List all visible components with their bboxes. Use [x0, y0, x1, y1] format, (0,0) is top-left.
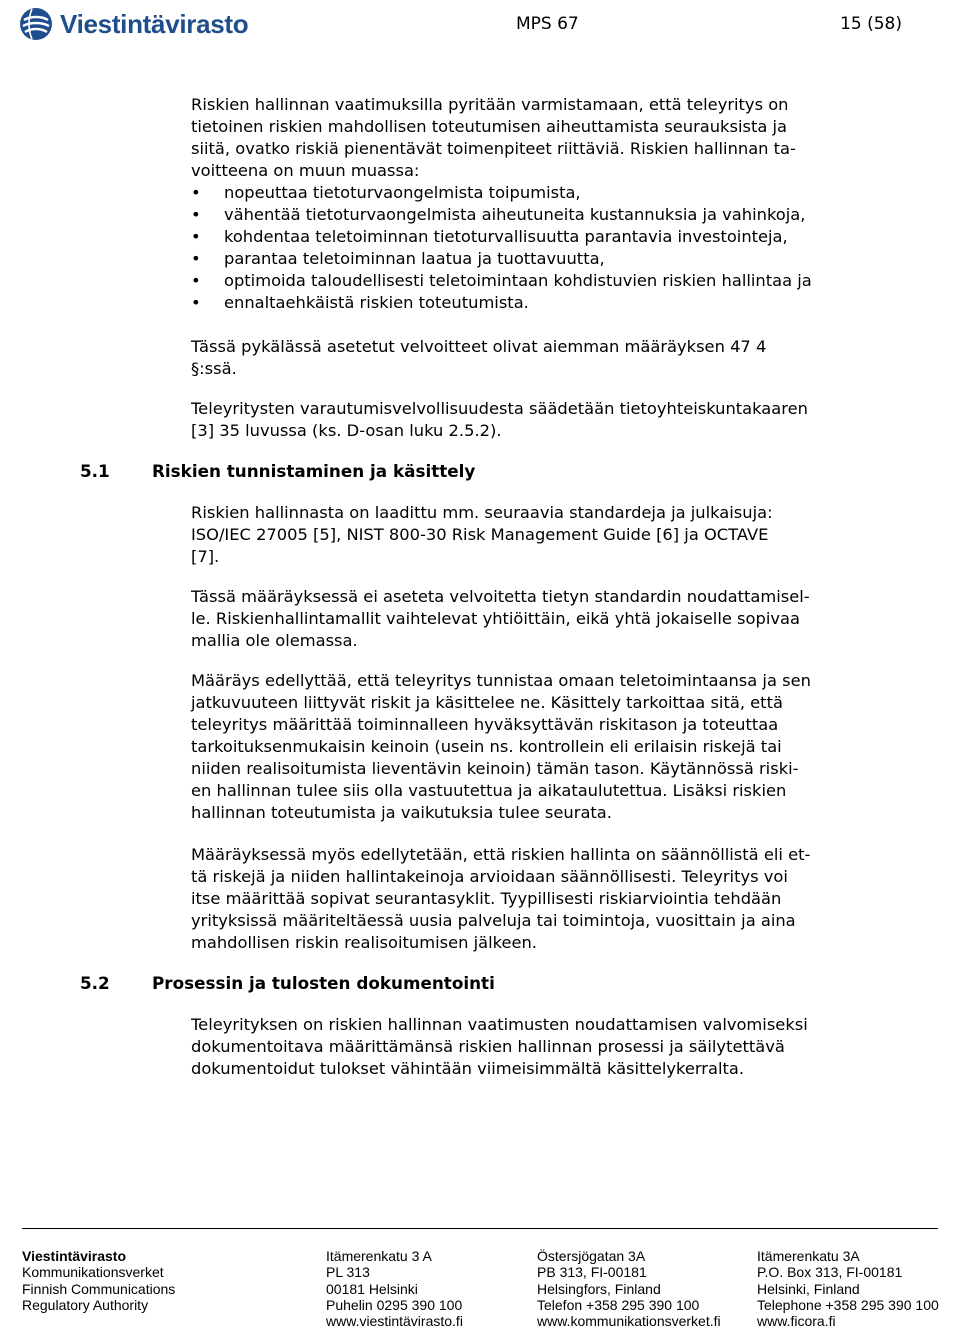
footer-link[interactable]: www.viestintävirasto.fi	[326, 1313, 463, 1330]
footer-line: PL 313	[326, 1264, 370, 1281]
footer-link[interactable]: www.ficora.fi	[757, 1313, 836, 1330]
identify-paragraph	[191, 670, 891, 824]
text-line: teleyritys määrittää toiminnalleen hyväksyttävän riskitason ja toteuttaa	[191, 715, 779, 734]
list-item: • nopeuttaa tietoturvaongelmista toipumista,	[191, 182, 891, 204]
text-line: tarkoituksenmukaisin keinoin (usein ns. kontrollein eli erilaisin riskejä tai	[191, 737, 782, 756]
footer-line: 00181 Helsinki	[326, 1280, 418, 1297]
footer-line: P.O. Box 313, FI-00181	[757, 1264, 903, 1281]
list-item: • ennaltaehkäistä riskien toteutumista.	[191, 292, 891, 314]
footer-line: Telefon +358 295 390 100	[537, 1296, 700, 1313]
section-number: 5.1	[80, 461, 110, 481]
text-line: Tässä määräyksessä ei aseteta velvoitetta tietyn standardin noudattamisel-	[191, 587, 810, 606]
text-line: yrityksissä määriteltäessä uusia palveluja tai toimintoja, vuosittain ja aina	[191, 911, 796, 930]
section-title: Riskien tunnistaminen ja käsittely	[152, 461, 476, 481]
document-paragraph	[191, 1014, 891, 1080]
text-line: Riskien hallinnan vaatimuksilla pyritään varmistamaan, että teleyritys on	[191, 95, 789, 114]
footer-divider	[22, 1228, 938, 1229]
text-line: le. Riskienhallintamallit vaihtelevat yhtiöittäin, eikä yhtä jokaiselle sopivaa	[191, 609, 800, 628]
text-line: Määräyksessä myös edellytetään, että riskien hallinta on säännöllistä eli et-	[191, 845, 811, 864]
page-number: 15 (58)	[840, 14, 902, 34]
text-line: Määräys edellyttää, että teleyritys tunnistaa omaan teletoimintaansa ja sen	[191, 671, 811, 690]
text-line: siitä, ovatko riskiä pienentävät toimenpiteet riittäviä. Riskien hallinnan ta-	[191, 139, 796, 158]
text-line: mahdollisen riskin realisoitumisen jälkeen.	[191, 933, 537, 952]
footer-col-swedish	[537, 1248, 721, 1329]
text-line: Teleyrityksen on riskien hallinnan vaatimusten noudattamisen valvomiseksi	[191, 1015, 808, 1034]
document-id: MPS 67	[516, 14, 579, 34]
section-number: 5.2	[80, 973, 110, 993]
text-line: hallinnan toteutumista ja vaikutuksia tulee seurata.	[191, 803, 612, 822]
regular-paragraph	[191, 844, 891, 954]
no-standard-paragraph	[191, 586, 891, 652]
goals-list	[191, 182, 891, 314]
text-line: Riskien hallinnasta on laadittu mm. seuraavia standardeja ja julkaisuja:	[191, 503, 773, 522]
text-line: [3] 35 luvussa (ks. D-osan luku 2.5.2).	[191, 421, 502, 440]
text-line: voitteena on muun muassa:	[191, 161, 420, 180]
text-line: jatkuvuuteen liittyvät riskit ja käsittelee ne. Käsittely tarkoittaa sitä, että	[191, 693, 783, 712]
footer-line: Östersjögatan 3A	[537, 1248, 646, 1264]
text-line: Teleyritysten varautumisvelvollisuudesta säädetään tietoyhteiskuntakaaren	[191, 399, 808, 418]
text-line: tä riskejä ja niiden hallintakeinoja arvioidaan säännöllisesti. Teleyritys voi	[191, 867, 788, 886]
text-line: tietoinen riskien mahdollisen toteutumisen aiheuttamista seurauksista ja	[191, 117, 788, 136]
obligations-paragraph	[191, 336, 891, 380]
footer-line: Finnish Communications	[22, 1280, 176, 1297]
footer-line: Helsingfors, Finland	[537, 1280, 661, 1297]
list-item: • vähentää tietoturvaongelmista aiheutuneita kustannuksia ja vahinkoja,	[191, 204, 891, 226]
law-paragraph	[191, 398, 891, 442]
footer-col-english	[757, 1248, 939, 1329]
footer-line: Telephone +358 295 390 100	[757, 1296, 939, 1313]
footer-line: Regulatory Authority	[22, 1296, 149, 1313]
logo-wordmark: Viestintävirasto	[60, 8, 249, 39]
footer-line: Helsinki, Finland	[757, 1280, 860, 1297]
footer-line: Puhelin 0295 390 100	[326, 1296, 463, 1313]
text-line: en hallinnan tulee siis olla vastuutettua ja aikataulutettua. Lisäksi riskien	[191, 781, 787, 800]
text-line: itse määrittää sopivat seurantasyklit. Tyypillisesti riskiarviointia tehdään	[191, 889, 782, 908]
text-line: dokumentoidut tulokset vähintään viimeisimmältä käsittelykerralta.	[191, 1059, 745, 1078]
agency-logo	[18, 4, 248, 44]
footer-col-finnish	[326, 1248, 463, 1329]
globe-logo-icon	[18, 6, 54, 42]
section-title: Prosessin ja tulosten dokumentointi	[152, 973, 495, 993]
text-line: dokumentoitava määrittämänsä riskien hallinnan prosessi ja säilytettävä	[191, 1037, 785, 1056]
footer-col-agency	[22, 1248, 175, 1313]
list-item: • optimoida taloudellisesti teletoimintaan kohdistuvien riskien hallintaa ja	[191, 270, 891, 292]
section-heading-5-1	[80, 460, 475, 482]
list-item: • kohdentaa teletoiminnan tietoturvallisuutta parantavia investointeja,	[191, 226, 891, 248]
text-line: Tässä pykälässä asetetut velvoitteet olivat aiemman määräyksen 47 4	[191, 337, 767, 356]
footer-line: Viestintävirasto	[22, 1248, 127, 1264]
footer-link[interactable]: www.kommunikationsverket.fi	[537, 1313, 721, 1330]
list-item: • parantaa teletoiminnan laatua ja tuottavuutta,	[191, 248, 891, 270]
footer-line: Itämerenkatu 3 A	[326, 1248, 432, 1264]
footer-line: PB 313, FI-00181	[537, 1264, 647, 1281]
footer-line: Itämerenkatu 3A	[757, 1248, 860, 1264]
standards-paragraph	[191, 502, 891, 568]
intro-paragraph	[191, 94, 891, 182]
footer-line: Kommunikationsverket	[22, 1264, 164, 1281]
text-line: mallia ole olemassa.	[191, 631, 358, 650]
text-line: ISO/IEC 27005 [5], NIST 800-30 Risk Management Guide [6] ja OCTAVE	[191, 525, 769, 544]
text-line: §:ssä.	[191, 359, 237, 378]
text-line: niiden realisoitumista lieventävin keinoin) tämän tason. Käytännössä riski-	[191, 759, 799, 778]
text-line: [7].	[191, 547, 220, 566]
section-heading-5-2	[80, 972, 495, 994]
